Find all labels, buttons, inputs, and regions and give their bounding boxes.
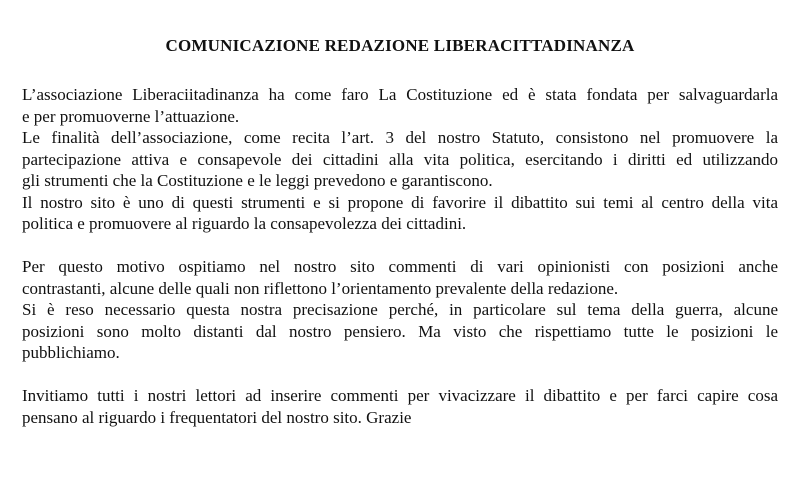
text-line: politica e promuovere al riguardo la consapevolezza dei cittadini. (22, 214, 467, 233)
text-line: partecipazione attiva e consapevole dei cittadini alla vita politica, esercitando i diritti ed utilizzando (22, 149, 778, 169)
text-line: e per promuoverne l’attuazione. (22, 106, 240, 126)
paragraph-association (22, 84, 778, 127)
document-title: COMUNICAZIONE REDAZIONE LIBERACITTADINANZA (165, 36, 635, 55)
text-line: contrastanti, alcune delle quali non riflettono l’orientamento prevalente della redazione. (22, 278, 619, 298)
text-line: L’associazione Liberaciitadinanza ha come faro La Costituzione ed è stata fondata per salvaguardarla (22, 85, 778, 104)
text-line: Invitiamo tutti i nostri lettori ad inserire commenti per vivacizzare il dibattito e per farci capire cosa (22, 386, 778, 405)
text-line: pubblichiamo. (22, 343, 120, 362)
paragraph-spacer (22, 235, 778, 257)
paragraph-precisazione (22, 299, 778, 364)
text-line: pensano al riguardo i frequentatori del nostro sito. Grazie (22, 407, 412, 427)
document-body (22, 84, 778, 428)
paragraph-spacer (22, 364, 778, 386)
text-line: Le finalità dell’associazione, come recita l’art. 3 del nostro Statuto, consistono nel promuovere la (22, 128, 778, 147)
text-line: Il nostro sito è uno di questi strumenti e si propone di favorire il dibattito sui temi al centro della vita (22, 192, 778, 212)
page (0, 34, 800, 500)
paragraph-invitation (22, 385, 778, 428)
paragraph-opinionists (22, 256, 778, 299)
text-line: Si è reso necessario questa nostra precisazione perché, in particolare sul tema della guerra, alcune (22, 300, 778, 319)
paragraph-site-purpose (22, 192, 778, 235)
paragraph-statute (22, 127, 778, 192)
text-line: posizioni sono molto distanti dal nostro pensiero. Ma visto che rispettiamo tutte le posizioni le (22, 321, 778, 341)
document-page (0, 34, 800, 500)
text-line: Per questo motivo ospitiamo nel nostro sito commenti di vari opinionisti con posizioni anche (22, 257, 778, 276)
text-line: gli strumenti che la Costituzione e le leggi prevedono e garantiscono. (22, 171, 493, 190)
